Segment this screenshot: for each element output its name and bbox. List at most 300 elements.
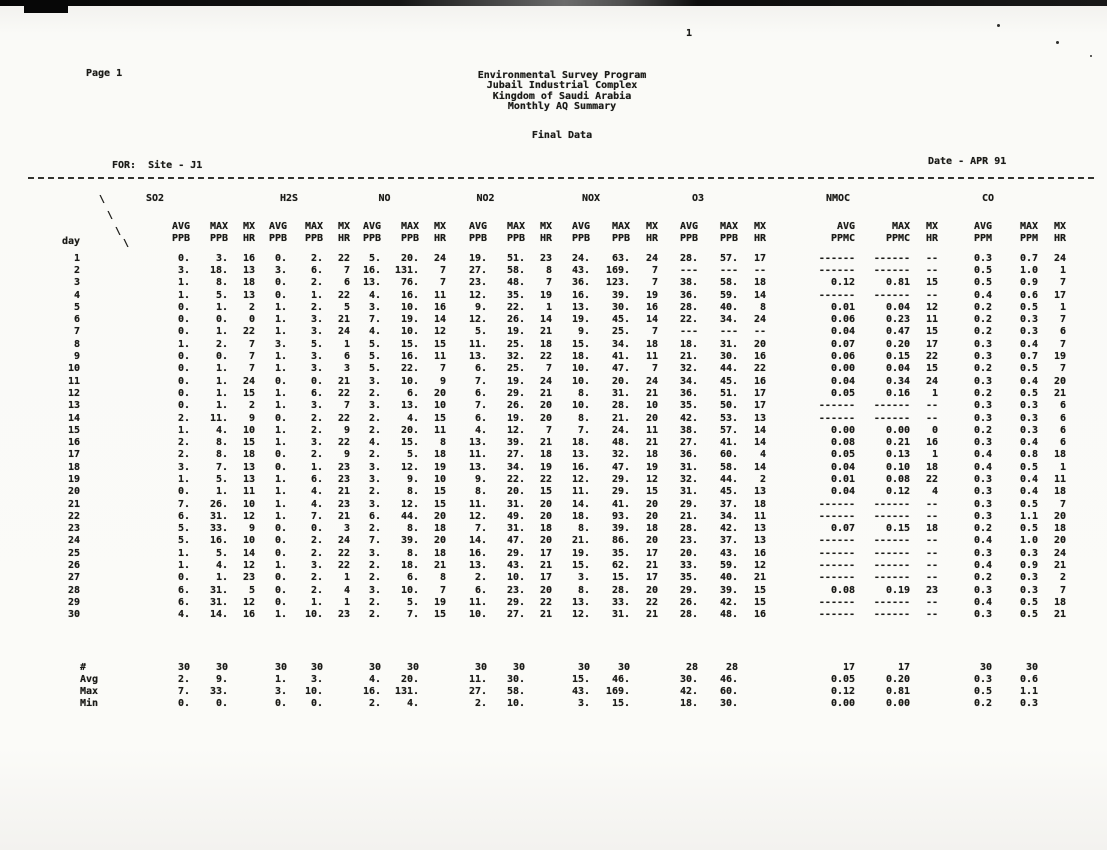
cell: ------ [873,535,911,547]
report-subtitle: Final Data [531,130,593,141]
cell: 0.13 [885,449,911,461]
mx-header: MX [1054,220,1067,232]
cell: 12. [506,424,526,436]
cell: 0. [310,523,323,535]
cell: 19. [468,252,488,264]
avg-header: AVG [679,220,699,232]
cell: 23 [337,473,350,485]
cell: 3. [310,314,323,326]
cell: 16. [400,351,420,363]
day-number: 14 [67,412,80,424]
table-row-day-19 [30,473,1066,485]
cell: 1. [215,572,228,584]
cell: 11. [571,486,591,498]
hr-header: HR [433,232,447,244]
cell: 1. [310,289,323,301]
cell: 13. [362,277,381,289]
cell: 26. [209,498,228,510]
cell: 18 [1054,486,1067,498]
cell: 12 [242,596,255,608]
cell: 0.3 [1019,326,1039,338]
cell: 16 [645,301,659,313]
cell: 7. [474,523,488,535]
cell: 0.6 [1019,289,1039,301]
cell: 30 [1026,661,1039,673]
cell: 31. [719,338,739,350]
cell: 13. [571,449,591,461]
cell: 22. [506,473,526,485]
cell: 3. [368,375,381,387]
cell: 30 [215,661,228,673]
table-row-day-10 [30,363,1066,375]
cell: 30 [979,661,993,673]
cell: 0 [932,424,939,436]
cell: 38. [679,277,699,289]
cell: 14 [433,314,447,326]
cell: -- [925,560,939,572]
cell: 11. [468,673,488,685]
report-title-line-1: Environmental Survey Program [477,70,647,81]
cell: 18 [753,498,767,510]
cell: 31. [209,584,228,596]
cell: -- [925,412,939,424]
cell: 36. [679,387,699,399]
cell: 0.04 [830,486,856,498]
table-row-day-17 [30,449,1066,461]
cell: 22. [679,314,699,326]
cell: 60. [719,449,739,461]
cell: 4. [310,498,323,510]
cell: ------ [873,547,911,559]
cell: -- [925,609,939,621]
unit-label: PPB [400,232,420,244]
cell: 15 [925,277,939,289]
cell: 0. [177,698,190,710]
cell: 17 [842,661,856,673]
cell: 0.2 [973,314,993,326]
cell: 6 [343,277,350,289]
spacer-row [30,621,1066,661]
cell: 7 [1060,338,1067,350]
cell: 0.08 [830,437,856,449]
cell: 2. [368,424,381,436]
cell: 1. [274,510,287,522]
cell: 10 [242,498,255,510]
cell: 1 [343,572,350,584]
cell: 0.4 [973,596,993,608]
cell: 22 [925,473,939,485]
cell: 62. [611,560,631,572]
cell: 0.5 [973,686,993,698]
cell: 21 [539,609,553,621]
cell: 21 [645,387,659,399]
cell: 48. [611,437,631,449]
cell: ------ [818,289,856,301]
day-number: 12 [67,387,80,399]
cell: 23 [337,498,350,510]
cell: 0.05 [830,673,856,685]
day-number: 1 [73,252,80,264]
cell: 30 [177,661,190,673]
cell: 22 [337,547,350,559]
cell: -- [753,264,767,276]
cell: 0.23 [885,314,911,326]
cell: 0. [177,375,190,387]
cell: 0. [177,351,190,363]
hr-header: HR [539,232,553,244]
cell: 15 [433,486,447,498]
cell: 11 [433,289,447,301]
cell: 14 [753,437,767,449]
cell: 9 [343,424,350,436]
cell: 42. [719,596,739,608]
cell: 8. [215,437,228,449]
cell: 0.00 [885,698,911,710]
cell: 26. [506,400,526,412]
table-row-day-18 [30,461,1066,473]
cell: 1. [274,486,287,498]
day-number: 30 [67,609,80,621]
cell: 24. [611,424,631,436]
cell: 0.07 [830,338,856,350]
cell: 32. [506,351,526,363]
cell: 2. [474,572,488,584]
cell: 20. [400,673,420,685]
cell: 59. [719,289,739,301]
cell: 2. [177,412,190,424]
cell: 24 [433,252,447,264]
cell: 3. [368,498,381,510]
cell: 7 [545,363,553,375]
cell: 10. [400,375,420,387]
hr-header: HR [753,232,767,244]
cell: 8 [760,301,767,313]
cell: 0.7 [1019,252,1039,264]
cell: 0.04 [885,363,911,375]
day-number: 3 [73,277,80,289]
cell: 7 [1060,314,1067,326]
cell: 16 [753,547,767,559]
cell: 13 [753,523,767,535]
cell: 23. [468,277,488,289]
cell: 2. [368,596,381,608]
table-row-day-15 [30,424,1066,436]
cell: 12. [400,461,420,473]
hr-header: HR [925,232,939,244]
cell: 29. [611,486,631,498]
cell: 42. [719,523,739,535]
cell: 0.9 [1019,560,1039,572]
cell: 0.12 [885,486,911,498]
cell: 42. [679,686,699,698]
cell: 21 [337,486,350,498]
cell: 30. [506,673,526,685]
cell: 2. [310,535,323,547]
cell: 9 [248,523,255,535]
cell: 0. [215,698,228,710]
day-number: 25 [67,547,80,559]
cell [1038,661,1066,673]
cell: 13 [753,412,767,424]
cell: 20 [539,535,553,547]
cell: 15. [571,673,591,685]
cell: 3. [274,338,287,350]
cell: 18 [645,523,659,535]
table-row-day-7 [30,326,1066,338]
cell: 16. [571,289,591,301]
cell: 20 [539,412,553,424]
cell: 8 [545,264,553,276]
day-number: 2 [73,264,80,276]
cell: 39. [611,289,631,301]
cell: 0.4 [1019,473,1039,485]
table-row-day-1 [30,252,1066,264]
cell: 22 [539,351,553,363]
cell: 10. [571,400,591,412]
scan-speck [1056,41,1059,44]
cell: 21 [433,560,447,572]
cell: 0. [274,523,287,535]
unit-label: PPB [679,232,699,244]
cell: 4. [368,437,381,449]
cell: 0.15 [885,351,911,363]
cell: 57. [719,424,739,436]
cell: ------ [873,510,911,522]
cell: 2. [310,449,323,461]
cell: 18 [645,449,659,461]
cell: 0.00 [830,363,856,375]
unit-label: PPB [611,232,631,244]
cell: ------ [818,560,856,572]
spacer-row [30,206,1066,220]
avg-header: AVG [836,220,856,232]
group-label-H2S: H2S [279,192,299,204]
cell: 1 [343,338,350,350]
cell: 10. [571,375,591,387]
cell: 37. [719,535,739,547]
cell: 7 [343,264,350,276]
table-row-day-20 [30,486,1066,498]
cell: 3. [368,473,381,485]
cell: ------ [818,252,856,264]
max-header: MAX [891,220,911,232]
cell: 0.3 [973,375,993,387]
cell: 10. [400,301,420,313]
report-title-line-4: Monthly AQ Summary [507,101,617,113]
cell: 24. [571,252,591,264]
cell [228,686,255,698]
cell: 27. [679,437,699,449]
cell: 15. [611,698,631,710]
cell: ------ [873,498,911,510]
cell: 31. [611,387,631,399]
unit-label: PPB [362,232,381,244]
cell: 18 [1054,449,1067,461]
cell: 0.3 [1019,584,1039,596]
cell: 18 [925,461,939,473]
cell: 41. [611,351,631,363]
avg-header: AVG [468,220,488,232]
cell: 4. [368,289,381,301]
cell: 0.3 [973,338,993,350]
cell: 7. [474,375,488,387]
cell: 5. [368,363,381,375]
cell: 19 [1054,351,1067,363]
cell: 1. [177,338,190,350]
cell: 3. [368,547,381,559]
cell: 43. [506,560,526,572]
cell [910,673,938,685]
cell: 18. [571,437,591,449]
cell: 1. [274,314,287,326]
cell: 0.08 [885,473,911,485]
table-row-day-16 [30,436,1066,448]
day-number: 19 [67,473,80,485]
cell: 22 [753,363,767,375]
cell [525,190,552,206]
max-header: MAX [400,220,420,232]
cell: 1. [274,473,287,485]
cell: 28. [679,252,699,264]
cell: 3 [343,363,350,375]
cell: 1.1 [1019,510,1039,522]
cell: 34. [719,510,739,522]
cell: 20. [400,424,420,436]
cell: 4. [368,673,381,685]
cell: 5. [310,338,323,350]
cell: 0.07 [830,523,856,535]
cell: 15 [539,486,553,498]
cell: 16 [753,351,767,363]
cell: 6. [310,473,323,485]
cell [419,673,446,685]
cell: 23 [337,461,350,473]
cell: 48. [719,609,739,621]
cell: 0.3 [1019,314,1039,326]
cell: 17 [645,572,659,584]
cell: 11 [645,351,659,363]
cell: 9 [439,375,447,387]
cell: 3. [310,400,323,412]
cell: 2. [310,252,323,264]
cell: 40. [719,301,739,313]
spacer-row [30,244,1066,252]
cell: 6. [474,412,488,424]
cell: 7 [651,326,659,338]
cell [228,698,255,710]
cell: 19. [506,375,526,387]
cell: 21 [337,314,350,326]
cell: 30. [611,301,631,313]
cell [228,673,255,685]
cell: 2. [368,412,381,424]
day-number: 18 [67,461,80,473]
cell: 0. [274,449,287,461]
cell: 10. [571,363,591,375]
cell [525,661,552,673]
mx-header: MX [645,220,659,232]
cell: 23 [539,252,553,264]
max-header: MAX [1019,220,1039,232]
cell: 19 [539,289,553,301]
cell: 0.15 [885,523,911,535]
cell: ------ [873,596,911,608]
cell: 24 [925,375,939,387]
cell: 4 [932,486,939,498]
cell: 1. [274,498,287,510]
cell: 23 [242,572,255,584]
cell: 21 [539,387,553,399]
cell: 12. [468,289,488,301]
cell: 20 [539,584,553,596]
cell: 0. [177,387,190,399]
cell: 16. [362,264,381,276]
cell: 36. [679,289,699,301]
cell: -- [925,535,939,547]
cell: ------ [818,572,856,584]
cell: 4. [406,412,420,424]
cell: 19 [433,596,447,608]
cell: 15 [242,437,255,449]
cell: 10. [304,609,323,621]
cell: 24 [645,375,659,387]
cell: 44. [719,473,739,485]
cell: 21 [337,375,350,387]
cell: 58. [719,461,739,473]
day-number: 26 [67,560,80,572]
table-row-day-24 [30,535,1066,547]
group-header-row [30,190,1066,206]
cell: 7 [1060,363,1067,375]
cell: 7 [651,363,659,375]
cell [738,190,766,206]
cell: 6 [1060,412,1067,424]
cell: 0.2 [973,572,993,584]
cell: 31. [209,596,228,608]
cell: 19 [645,289,659,301]
cell: 47. [611,363,631,375]
cell [323,661,350,673]
cell: 31. [611,609,631,621]
cell: 0.4 [1019,437,1039,449]
cell: 29. [506,547,526,559]
day-number: 8 [73,338,80,350]
cell: 34. [719,314,739,326]
cell [738,673,766,685]
cell: 1. [274,351,287,363]
cell: 169. [605,686,631,698]
cell: 22 [337,252,350,264]
cell: 0.06 [830,314,856,326]
table-row-summary-avg [30,673,1066,685]
cell: 7. [310,510,323,522]
day-number: 29 [67,596,80,608]
cell: 20 [433,510,447,522]
cell: 3. [368,461,381,473]
cell: 0. [177,486,190,498]
cell: ------ [818,510,856,522]
cell: 0.47 [885,326,911,338]
cell: 32. [679,363,699,375]
cell: 1. [215,486,228,498]
cell: 45. [719,486,739,498]
cell: 0.2 [973,301,993,313]
cell: ------ [873,560,911,572]
cell: 11. [468,596,488,608]
cell: 21 [539,437,553,449]
cell: 20 [753,338,767,350]
cell: 1.1 [1019,686,1039,698]
